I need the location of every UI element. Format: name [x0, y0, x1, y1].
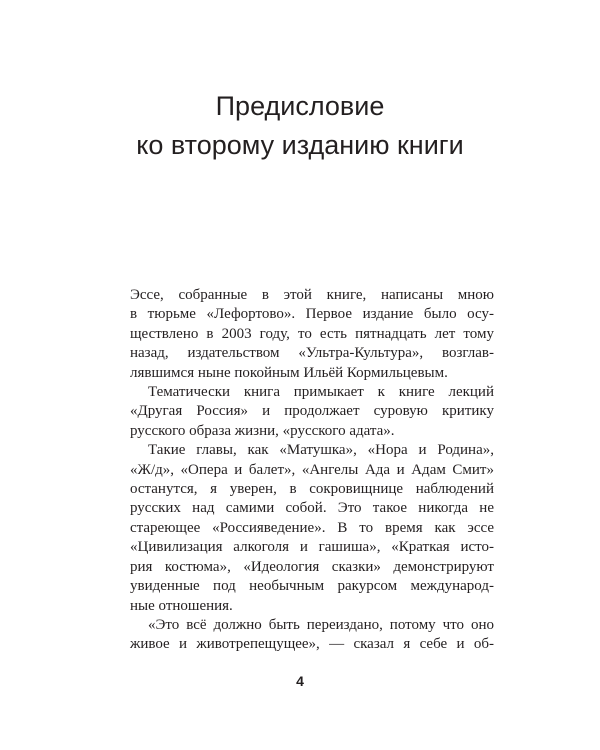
text-line: стареющее «Россияведение». В то время как эссе	[130, 519, 494, 536]
text-line: рия костюма», «Идеология сказки» демонстрируют	[130, 558, 494, 575]
text-line: лявшимся ныне покойным Ильёй Кормильцевым.	[130, 364, 448, 381]
text-line: ществлено в 2003 году, то есть пятнадцать лет тому	[130, 325, 494, 342]
chapter-title-line-2: ко второму изданию книги	[136, 130, 464, 160]
text-line: «Другая Россия» и продолжает суровую критику	[130, 403, 494, 420]
text-line: ные отношения.	[130, 597, 233, 614]
text-line: русского образа жизни, «русского адата».	[130, 422, 395, 439]
body-text	[130, 286, 494, 655]
text-line: в тюрьме «Лефортово». Первое издание было осу-	[130, 306, 494, 323]
text-line: назад, издательством «Ультра-Культура», возглав-	[130, 345, 494, 362]
text-line: русских над самими собой. Это такое никогда не	[130, 500, 494, 517]
text-line: живое и животрепещущее», — сказал я себе и об-	[130, 636, 494, 653]
text-line: останутся, я уверен, в сокровищнице наблюдений	[130, 481, 494, 498]
text-line: «Ж/д», «Опера и балет», «Ангелы Ада и Адам Смит»	[130, 461, 494, 478]
text-line: «Цивилизация алкоголя и гашиша», «Краткая исто-	[130, 539, 494, 556]
text-line: Тематически книга примыкает к книге лекций	[148, 384, 494, 401]
page-number: 4	[296, 673, 304, 689]
text-line: увиденные под необычным ракурсом международ-	[130, 578, 494, 595]
text-line: Такие главы, как «Матушка», «Нора и Родина»,	[148, 442, 494, 459]
text-line: «Это всё должно быть переиздано, потому что оно	[148, 616, 494, 633]
chapter-title-line-1: Предисловие	[215, 91, 385, 121]
text-line: Эссе, собранные в этой книге, написаны мною	[130, 287, 494, 303]
